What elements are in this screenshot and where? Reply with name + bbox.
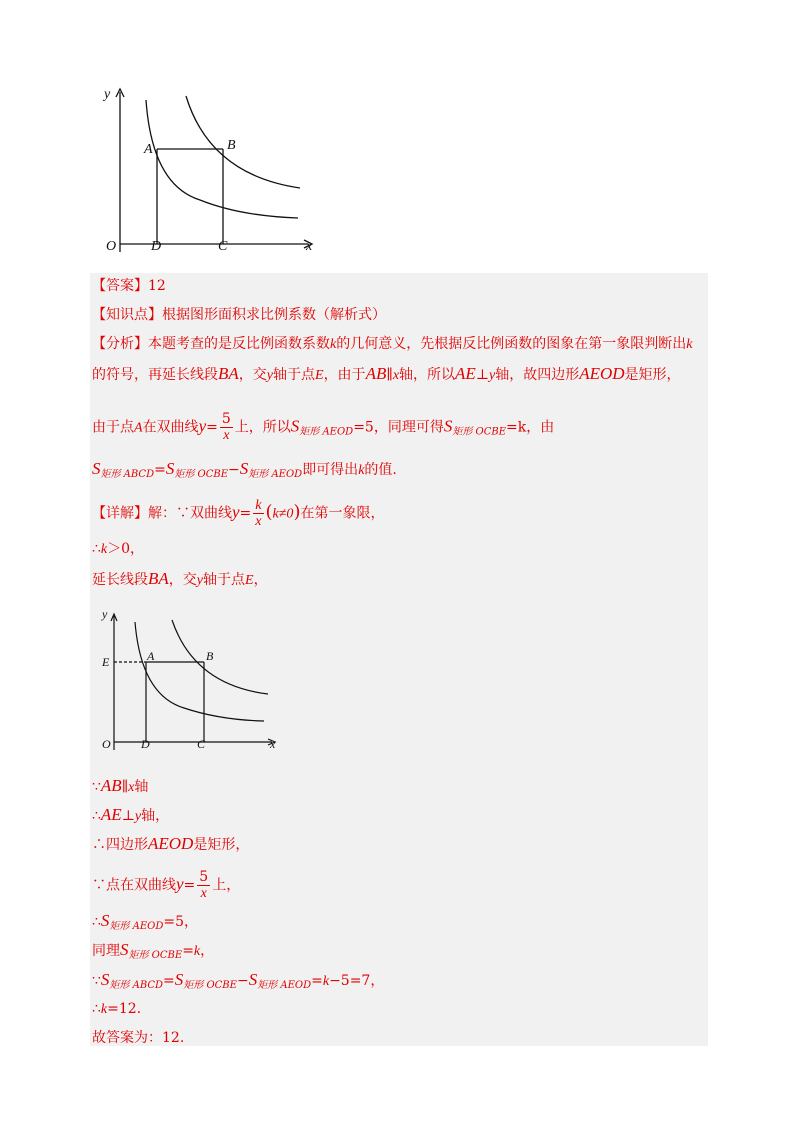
var-y: y xyxy=(266,368,273,383)
point-e: E xyxy=(245,573,254,588)
segment-ae: AE xyxy=(455,364,476,383)
area-symbol: S xyxy=(174,970,184,989)
minus: − xyxy=(236,973,249,989)
therefore-symbol: ∴ xyxy=(92,914,101,930)
segment-ab: AB xyxy=(100,776,122,795)
area-subscript: 矩形 AEOD xyxy=(109,921,164,932)
var-x: x xyxy=(392,368,400,383)
fig2-y-label: y xyxy=(102,607,108,621)
condition: k≠0 xyxy=(272,506,294,522)
fraction-den: x xyxy=(255,514,262,529)
area-symbol: S xyxy=(92,459,101,478)
area-subscript: 矩形 ABCD xyxy=(100,469,155,480)
fraction-num: k xyxy=(255,498,262,513)
fig1-point-c: C xyxy=(218,239,228,254)
therefore-symbol: ∴ xyxy=(92,1001,101,1017)
area-subscript: 矩形 OCBE xyxy=(128,950,183,961)
var-y: y xyxy=(488,368,496,383)
fig1-point-d: D xyxy=(151,239,162,254)
therefore-symbol: ∴ xyxy=(92,808,101,824)
analysis-text: ，由于 xyxy=(323,367,366,383)
equals: = xyxy=(182,943,194,959)
detail-text: ∴四边形 xyxy=(92,837,148,853)
area-subscript: 矩形 AEOD xyxy=(248,469,303,480)
analysis-line-4 xyxy=(92,459,397,485)
fig2-point-e: E xyxy=(102,655,110,669)
equals: = xyxy=(311,973,323,989)
because-symbol: ∵ xyxy=(92,973,101,989)
var-k: k xyxy=(100,1002,108,1017)
area-subscript: 矩形 AEOD xyxy=(257,980,312,991)
detail-text: −5=7， xyxy=(329,973,385,989)
knowledge-text: 根据图形面积求比例系数（解析式） xyxy=(162,307,386,323)
perp-symbol: ⊥ xyxy=(121,808,135,824)
fraction-num: 5 xyxy=(199,869,209,885)
point-e: E xyxy=(315,368,324,383)
area-subscript: 矩形 ABCD xyxy=(109,980,164,991)
analysis-text: 在双曲线 xyxy=(142,419,199,436)
area-symbol: S xyxy=(100,911,110,930)
analysis-text: ，同理可得 xyxy=(373,419,444,436)
knowledge-line xyxy=(92,305,386,325)
fraction-den: x xyxy=(200,886,207,901)
hyperbola-figure-2 xyxy=(92,600,292,760)
detail-step-1 xyxy=(92,776,148,798)
segment-ab: AB xyxy=(365,364,387,383)
area-symbol: S xyxy=(100,970,110,989)
analysis-text: ，交 xyxy=(238,367,267,383)
area-symbol: S xyxy=(248,970,258,989)
detail-text: 解：∵双曲线 xyxy=(148,505,232,522)
analysis-text: 上，所以 xyxy=(234,419,291,436)
area-subscript: 矩形 OCBE xyxy=(452,426,507,438)
detail-line-2 xyxy=(92,539,144,560)
fig1-y-label: y xyxy=(104,87,111,102)
equals: = xyxy=(206,419,218,436)
segment-ba: BA xyxy=(148,569,169,588)
area-subscript: 矩形 OCBE xyxy=(174,469,229,480)
area-value: =5 xyxy=(353,419,374,436)
analysis-text: 的符号，再延长线段 xyxy=(92,367,218,383)
var-y: y xyxy=(196,573,203,588)
var-k: k xyxy=(100,542,108,557)
therefore-symbol: ∴ xyxy=(92,541,101,557)
fig2-point-d: D xyxy=(141,737,150,751)
segment-ba: BA xyxy=(218,364,239,383)
analysis-line-3 xyxy=(92,412,554,443)
detail-text: ， xyxy=(200,943,215,959)
analysis-text: 的几何意义，先根据反比例函数的图象在第一象限判断出 xyxy=(336,336,687,352)
analysis-text: ，由 xyxy=(526,419,555,436)
equals: = xyxy=(183,877,196,894)
var-y: y xyxy=(232,502,240,522)
hyperbola-figure-1 xyxy=(90,80,330,260)
var-x: x xyxy=(128,780,135,795)
detail-text: ＞0， xyxy=(107,541,145,557)
fig2-point-c: C xyxy=(197,737,206,751)
fig1-origin-label: O xyxy=(106,239,117,254)
fig2-origin-label: O xyxy=(102,737,111,751)
detail-step-4 xyxy=(92,870,240,901)
var-k: k xyxy=(193,944,201,959)
detail-tag: 【详解】 xyxy=(92,505,148,522)
detail-step-7 xyxy=(92,970,384,996)
area-value: =k xyxy=(506,419,527,436)
detail-text: 在第一象限， xyxy=(300,505,385,522)
answer-line xyxy=(92,276,166,296)
detail-text: =12. xyxy=(107,1001,142,1017)
area-subscript: 矩形 OCBE xyxy=(183,980,237,991)
detail-step-3 xyxy=(92,834,249,855)
analysis-text: 轴，故四边形 xyxy=(495,367,580,383)
equals: = xyxy=(239,505,252,522)
detail-step-8 xyxy=(92,999,141,1020)
answer-value: 12 xyxy=(148,278,166,294)
fig2-x-label: x xyxy=(270,737,276,751)
fig1-point-a: A xyxy=(144,142,153,157)
analysis-line-1 xyxy=(92,334,692,355)
final-answer: 故答案为：12. xyxy=(92,1030,185,1046)
analysis-text: 即可得出 xyxy=(302,462,359,478)
area-subscript: 矩形 AEOD xyxy=(299,426,354,438)
parallel-symbol: ∥ xyxy=(386,367,393,383)
detail-text: 轴于点 xyxy=(203,572,245,588)
point-a: A xyxy=(134,420,143,436)
area-symbol: S xyxy=(120,940,129,959)
detail-text: ，交 xyxy=(168,572,197,588)
detail-text: 上， xyxy=(212,877,241,894)
analysis-text: 是矩形， xyxy=(624,367,681,383)
area-symbol: S xyxy=(290,416,300,436)
quad-aeod: AEOD xyxy=(579,364,625,383)
final-answer-line xyxy=(92,1028,184,1048)
analysis-tag: 【分析】 xyxy=(92,336,148,352)
detail-step-6 xyxy=(92,940,214,966)
answer-tag: 【答案】 xyxy=(92,278,148,294)
analysis-text: 本题考查的是反比例函数系数 xyxy=(148,336,330,352)
area-symbol: S xyxy=(165,459,175,478)
var-k: k xyxy=(330,337,337,352)
detail-text: 是矩形， xyxy=(193,837,250,853)
detail-text: ， xyxy=(253,572,268,588)
because-symbol: ∵ xyxy=(92,779,101,795)
perp-symbol: ⊥ xyxy=(475,367,489,383)
equals: = xyxy=(154,462,166,478)
fig1-point-b: B xyxy=(227,138,236,153)
analysis-text: 的值. xyxy=(364,462,397,478)
area-symbol: S xyxy=(443,416,453,436)
var-k: k xyxy=(686,337,693,352)
fraction xyxy=(253,498,263,529)
analysis-text: 轴于点 xyxy=(273,367,315,383)
detail-text: 轴， xyxy=(141,808,170,824)
detail-text: ∵点在双曲线 xyxy=(92,877,176,894)
analysis-text: 由于点 xyxy=(92,419,134,436)
quad-aeod: AEOD xyxy=(148,834,194,853)
analysis-line-2 xyxy=(92,364,681,386)
analysis-text: 轴，所以 xyxy=(399,367,456,383)
var-y: y xyxy=(198,416,207,436)
fig2-point-a: A xyxy=(147,649,155,663)
equals: = xyxy=(163,973,175,989)
knowledge-tag: 【知识点】 xyxy=(92,307,162,323)
fraction xyxy=(220,412,233,443)
detail-step-5 xyxy=(92,911,198,937)
minus: − xyxy=(228,462,240,478)
detail-text: 延长线段 xyxy=(92,572,148,588)
var-k: k xyxy=(322,974,330,989)
var-y: y xyxy=(134,809,142,824)
detail-text: 轴 xyxy=(134,779,149,795)
var-k: k xyxy=(358,463,365,478)
segment-ae: AE xyxy=(100,805,122,824)
parallel-symbol: ∥ xyxy=(121,779,129,795)
fraction-den: x xyxy=(223,428,230,443)
fig1-x-label: x xyxy=(306,239,313,254)
fraction xyxy=(197,870,210,901)
detail-text: 同理 xyxy=(92,943,120,959)
detail-text: =5， xyxy=(163,914,198,930)
detail-step-2 xyxy=(92,805,169,827)
fraction-num: 5 xyxy=(221,411,231,427)
detail-line-1: 【详解】解：∵双曲线y= $\frac{k}{x}$ (k≠0)在第一象限， xyxy=(92,498,385,529)
fig2-point-b: B xyxy=(206,649,214,663)
area-symbol: S xyxy=(239,459,249,478)
detail-line-3 xyxy=(92,569,268,591)
var-y: y xyxy=(176,874,184,894)
